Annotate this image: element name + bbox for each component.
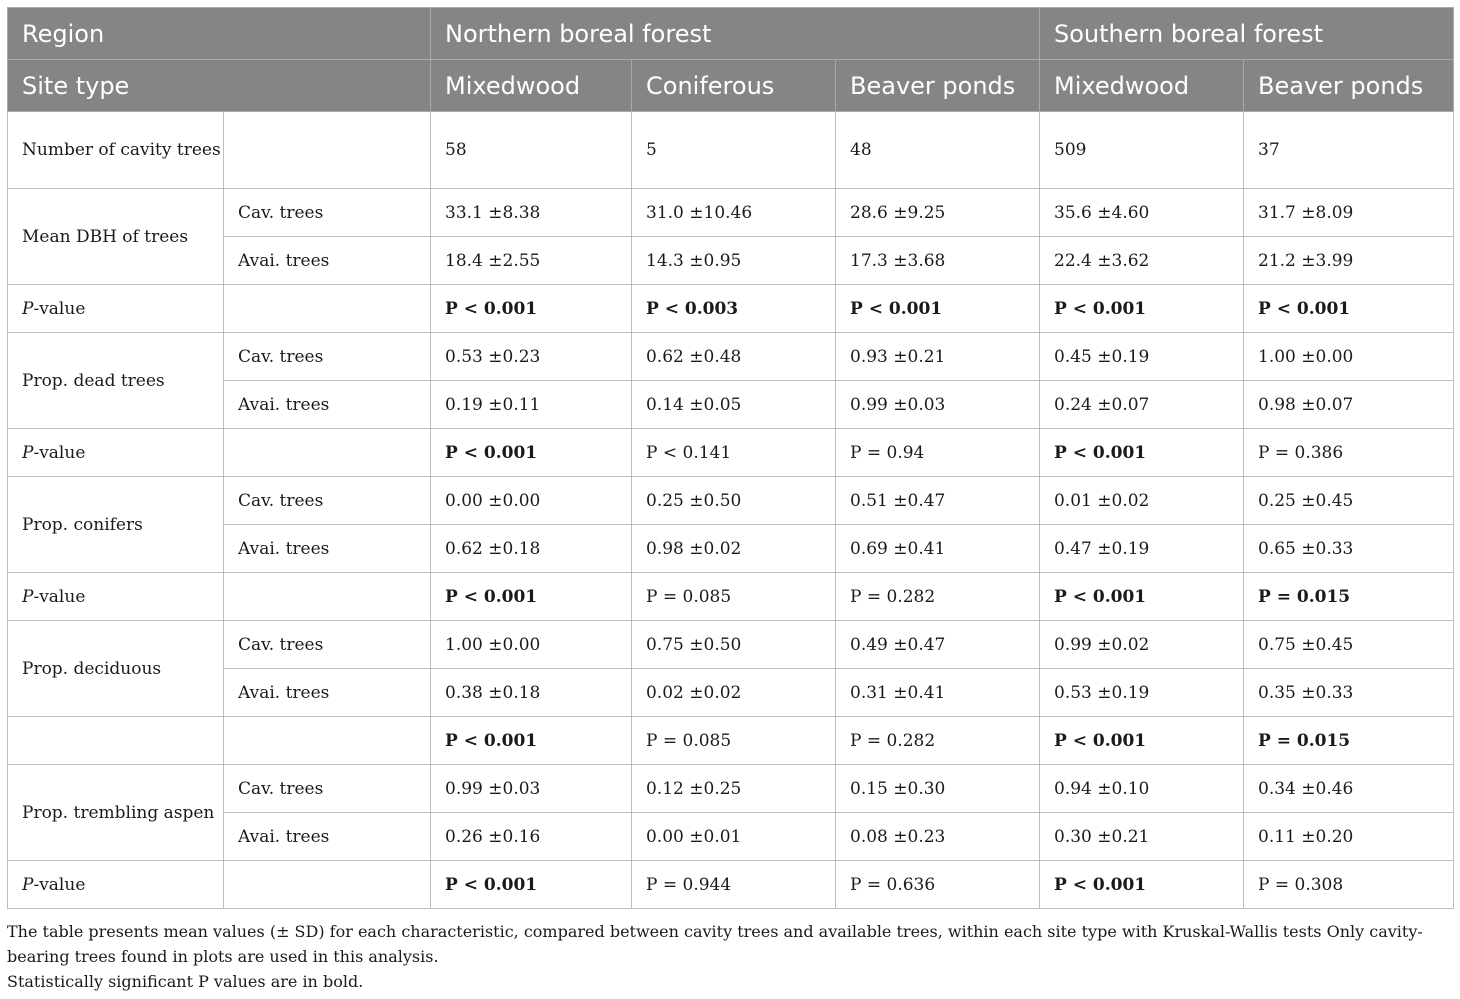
p-value-cell: P < 0.001	[1040, 285, 1244, 333]
p-value-row	[8, 285, 1454, 333]
value-cell: 0.26 ±0.16	[431, 813, 632, 861]
value-cell: 14.3 ±0.95	[632, 237, 836, 285]
region-header-row	[8, 8, 1454, 60]
results-table	[7, 7, 1454, 909]
p-value-cell: P = 0.308	[1244, 861, 1454, 909]
p-value-letter: P	[22, 298, 34, 319]
value-cell: 0.15 ±0.30	[836, 765, 1040, 813]
value-cell: 0.34 ±0.46	[1244, 765, 1454, 813]
site-type-header: Beaver ponds	[1244, 60, 1454, 112]
value-cell: 0.02 ±0.02	[632, 669, 836, 717]
subrow-label: Cav. trees	[224, 333, 431, 381]
value-cell: 33.1 ±8.38	[431, 189, 632, 237]
value-cell: 0.47 ±0.19	[1040, 525, 1244, 573]
p-value-cell: P < 0.001	[431, 861, 632, 909]
p-value-label	[8, 717, 224, 765]
value-cell: 0.69 ±0.41	[836, 525, 1040, 573]
value-cell: 0.00 ±0.00	[431, 477, 632, 525]
p-value-label	[8, 861, 224, 909]
empty-cell	[224, 429, 431, 477]
value-cell: 0.11 ±0.20	[1244, 813, 1454, 861]
p-value-letter: P	[22, 874, 34, 895]
site-type-header-row	[8, 60, 1454, 112]
value-cell: 0.53 ±0.23	[431, 333, 632, 381]
value-cell: 0.01 ±0.02	[1040, 477, 1244, 525]
value-cell: 0.75 ±0.45	[1244, 621, 1454, 669]
p-value-label	[8, 285, 224, 333]
site-type-header: Mixedwood	[431, 60, 632, 112]
value-cell: 0.45 ±0.19	[1040, 333, 1244, 381]
count-row	[8, 112, 1454, 189]
p-value-cell: P < 0.001	[1040, 429, 1244, 477]
caption-note: Statistically significant P values are in bold.	[7, 972, 364, 991]
value-cell: 0.99 ±0.02	[1040, 621, 1244, 669]
empty-cell	[224, 573, 431, 621]
value-cell: 31.7 ±8.09	[1244, 189, 1454, 237]
avai-row	[8, 525, 1454, 573]
value-cell: 0.12 ±0.25	[632, 765, 836, 813]
p-value-cell: P < 0.001	[1244, 285, 1454, 333]
value-cell: 0.49 ±0.47	[836, 621, 1040, 669]
count-cell: 48	[836, 112, 1040, 189]
value-cell: 0.00 ±0.01	[632, 813, 836, 861]
empty-cell	[224, 112, 431, 189]
site-type-header-label: Site type	[8, 60, 431, 112]
p-value-cell: P < 0.001	[1040, 861, 1244, 909]
row-group-label: Prop. deciduous	[8, 621, 224, 717]
value-cell: 31.0 ±10.46	[632, 189, 836, 237]
p-value-suffix: -value	[33, 442, 86, 463]
value-cell: 0.62 ±0.48	[632, 333, 836, 381]
value-cell: 0.98 ±0.07	[1244, 381, 1454, 429]
subrow-label: Avai. trees	[224, 669, 431, 717]
value-cell: 0.99 ±0.03	[431, 765, 632, 813]
value-cell: 22.4 ±3.62	[1040, 237, 1244, 285]
avai-row	[8, 669, 1454, 717]
value-cell: 0.62 ±0.18	[431, 525, 632, 573]
value-cell: 0.35 ±0.33	[1244, 669, 1454, 717]
subrow-label: Cav. trees	[224, 189, 431, 237]
p-value-letter: P	[22, 442, 34, 463]
region-header-label: Region	[8, 8, 431, 60]
value-cell: 17.3 ±3.68	[836, 237, 1040, 285]
p-value-cell: P < 0.001	[431, 717, 632, 765]
subrow-label: Avai. trees	[224, 525, 431, 573]
value-cell: 0.24 ±0.07	[1040, 381, 1244, 429]
region-southern-header: Southern boreal forest	[1040, 8, 1454, 60]
avai-row	[8, 381, 1454, 429]
count-cell: 58	[431, 112, 632, 189]
subrow-label: Avai. trees	[224, 237, 431, 285]
p-value-row	[8, 573, 1454, 621]
value-cell: 35.6 ±4.60	[1040, 189, 1244, 237]
p-value-cell: P = 0.636	[836, 861, 1040, 909]
subrow-label: Cav. trees	[224, 621, 431, 669]
table-caption	[7, 919, 1453, 994]
empty-cell	[224, 285, 431, 333]
value-cell: 0.14 ±0.05	[632, 381, 836, 429]
p-value-cell: P = 0.085	[632, 717, 836, 765]
p-value-cell: P = 0.94	[836, 429, 1040, 477]
subrow-label: Avai. trees	[224, 813, 431, 861]
p-value-cell: P = 0.015	[1244, 717, 1454, 765]
value-cell: 0.94 ±0.10	[1040, 765, 1244, 813]
p-value-cell: P < 0.001	[1040, 573, 1244, 621]
cav-row	[8, 477, 1454, 525]
value-cell: 21.2 ±3.99	[1244, 237, 1454, 285]
value-cell: 0.08 ±0.23	[836, 813, 1040, 861]
value-cell: 28.6 ±9.25	[836, 189, 1040, 237]
value-cell: 0.30 ±0.21	[1040, 813, 1244, 861]
value-cell: 18.4 ±2.55	[431, 237, 632, 285]
value-cell: 1.00 ±0.00	[1244, 333, 1454, 381]
caption-note: The table presents mean values (± SD) for each characteristic, compared between cavity trees and available trees, within each site type with Kruskal-Wallis tests Only cavity-bearing trees found in plots are used in this analysis.	[7, 922, 1423, 966]
value-cell: 1.00 ±0.00	[431, 621, 632, 669]
p-value-suffix: -value	[33, 586, 86, 607]
p-value-cell: P < 0.001	[431, 285, 632, 333]
empty-cell	[224, 861, 431, 909]
count-row-label: Number of cavity trees	[8, 112, 224, 189]
p-value-cell: P = 0.386	[1244, 429, 1454, 477]
site-type-header: Mixedwood	[1040, 60, 1244, 112]
p-value-row	[8, 429, 1454, 477]
value-cell: 0.65 ±0.33	[1244, 525, 1454, 573]
value-cell: 0.51 ±0.47	[836, 477, 1040, 525]
p-value-cell: P < 0.001	[1040, 717, 1244, 765]
avai-row	[8, 813, 1454, 861]
p-value-cell: P = 0.085	[632, 573, 836, 621]
p-value-cell: P = 0.015	[1244, 573, 1454, 621]
p-value-label	[8, 573, 224, 621]
p-value-suffix: -value	[33, 874, 86, 895]
empty-cell	[224, 717, 431, 765]
p-value-label	[8, 429, 224, 477]
p-value-letter: P	[22, 586, 34, 607]
subrow-label: Cav. trees	[224, 765, 431, 813]
p-value-cell: P = 0.944	[632, 861, 836, 909]
site-type-header: Beaver ponds	[836, 60, 1040, 112]
cav-row	[8, 621, 1454, 669]
p-value-cell: P < 0.001	[431, 573, 632, 621]
cav-row	[8, 765, 1454, 813]
value-cell: 0.19 ±0.11	[431, 381, 632, 429]
value-cell: 0.38 ±0.18	[431, 669, 632, 717]
value-cell: 0.31 ±0.41	[836, 669, 1040, 717]
cav-row	[8, 189, 1454, 237]
value-cell: 0.98 ±0.02	[632, 525, 836, 573]
row-group-label: Prop. dead trees	[8, 333, 224, 429]
subrow-label: Cav. trees	[224, 477, 431, 525]
value-cell: 0.53 ±0.19	[1040, 669, 1244, 717]
value-cell: 0.25 ±0.50	[632, 477, 836, 525]
avai-row	[8, 237, 1454, 285]
p-value-cell: P = 0.282	[836, 717, 1040, 765]
p-value-cell: P = 0.282	[836, 573, 1040, 621]
count-cell: 37	[1244, 112, 1454, 189]
count-cell: 509	[1040, 112, 1244, 189]
row-group-label: Prop. conifers	[8, 477, 224, 573]
subrow-label: Avai. trees	[224, 381, 431, 429]
value-cell: 0.93 ±0.21	[836, 333, 1040, 381]
value-cell: 0.99 ±0.03	[836, 381, 1040, 429]
p-value-cell: P < 0.001	[836, 285, 1040, 333]
value-cell: 0.25 ±0.45	[1244, 477, 1454, 525]
p-value-row	[8, 861, 1454, 909]
p-value-row	[8, 717, 1454, 765]
p-value-cell: P < 0.141	[632, 429, 836, 477]
site-type-header: Coniferous	[632, 60, 836, 112]
row-group-label: Prop. trembling aspen	[8, 765, 224, 861]
p-value-cell: P < 0.001	[431, 429, 632, 477]
count-cell: 5	[632, 112, 836, 189]
value-cell: 0.75 ±0.50	[632, 621, 836, 669]
region-northern-header: Northern boreal forest	[431, 8, 1040, 60]
row-group-label: Mean DBH of trees	[8, 189, 224, 285]
p-value-cell: P < 0.003	[632, 285, 836, 333]
cav-row	[8, 333, 1454, 381]
p-value-suffix: -value	[33, 298, 86, 319]
